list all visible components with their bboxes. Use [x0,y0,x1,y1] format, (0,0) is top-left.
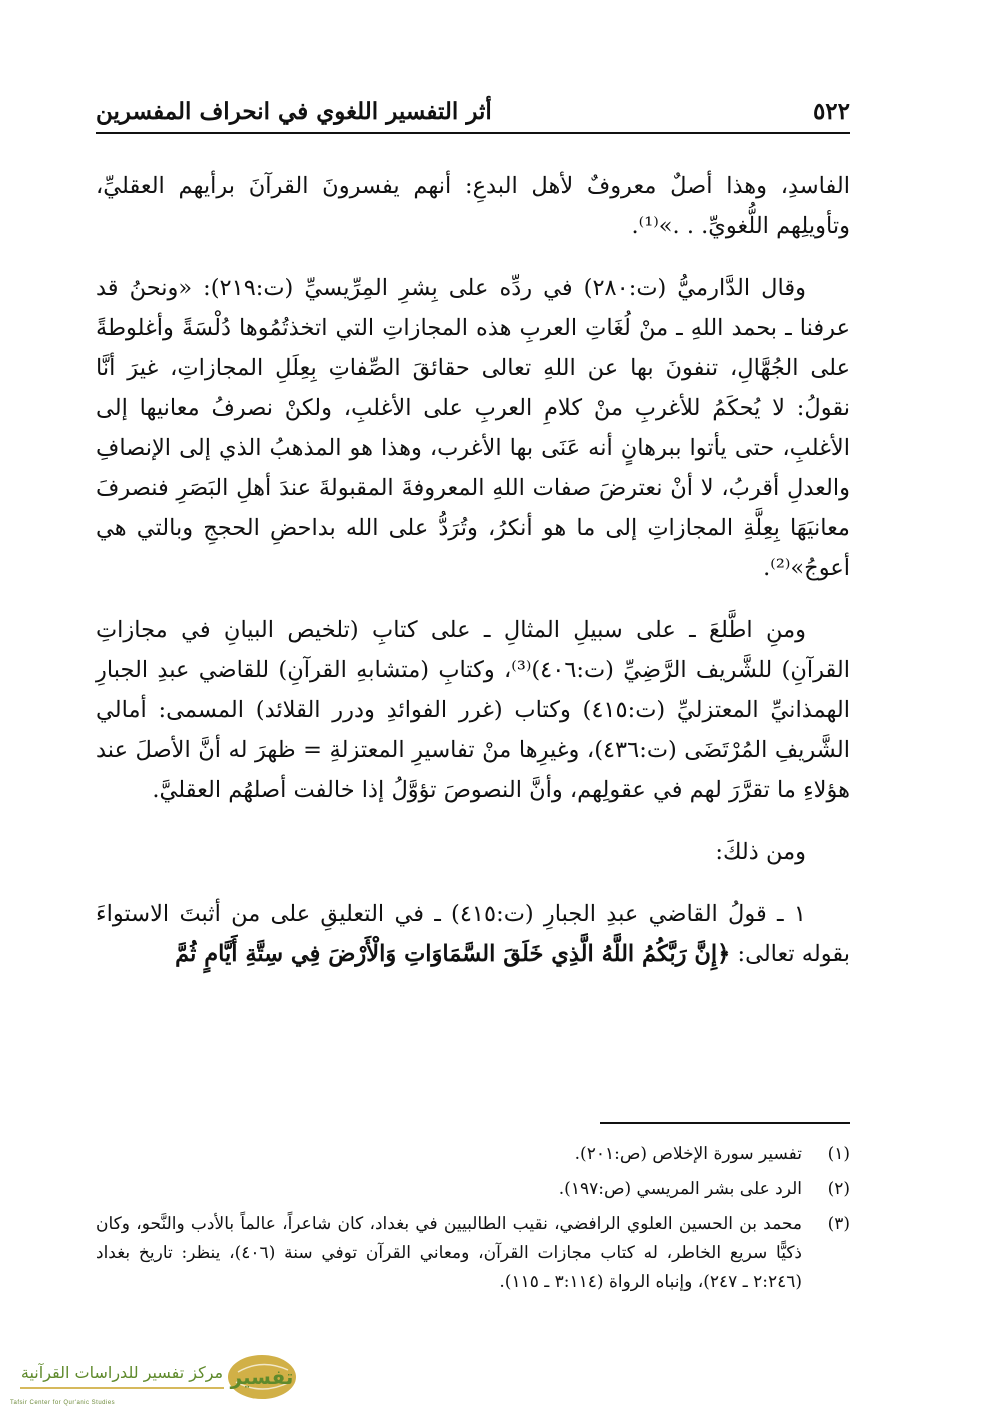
main-text [96,166,850,996]
logo-center-name: مركز تفسير للدراسات القرآنية [20,1363,224,1382]
footnote-number: (١) [827,1144,850,1164]
logo-graphic [10,1352,300,1402]
footnote-number: (٢) [827,1179,850,1199]
paragraph-2: وقال الدَّارميُّ (ت:٢٨٠) في ردِّه على بِشرِ المِرِّيسيِّ (ت:٢١٩): «ونحنُ قد عرفنا ـ بحمد اللهِ ـ منْ لُغَاتِ العربِ هذه المجازاتِ التي اتخذتُمُوها دُلْسَةً وأغلوطةً على الجُهَّالِ، تنفونَ بها عن اللهِ تعالى حقائقَ الصِّفاتِ بِعِلَلِ المجازاتِ، غيرَ أنَّا نقولُ: لا يُحكَمُ للأغربِ منْ كلامِ العربِ على الأغلبِ، ولكنْ نصرفُ معانيها إلى الأغلبِ، حتى يأتوا ببرهانٍ أنه عَنَى بها الأغرب، وهذا هو المذهبُ الذي إلى الإنصافِ والعدلِ أقربُ، لا أنْ نعترضَ صفات اللهِ المعروفةَ المقبولةَ عندَ أهلِ البَصَرِ فنصرفَ معانيَهَا بِعِلَّةِ المجازاتِ إلى ما هو أنكرُ، وتُرَدُّ على الله بداحضِ الحججِ وبالتي هي أعوجُ»⁽²⁾. [96,275,850,581]
footnote-3 [96,1210,850,1297]
footnote-rule [600,1122,850,1124]
logo-word: تفسير [230,1365,294,1389]
header-rule [96,132,850,134]
paragraph-4: ومن ذلكَ: [715,839,806,865]
page-number: ٥٢٢ [812,97,850,125]
quran-verse: ﴿إِنَّ رَبَّكُمُ اللَّهُ الَّذِي خَلَقَ السَّمَاوَاتِ وَالْأَرْضَ فِي سِتَّةِ أَيَّامٍ ثُمَّ [175,941,731,967]
logo-tagline: Tafsir Center for Qur'anic Studies [10,1400,116,1406]
footnote-number: (٣) [827,1214,850,1234]
footnote-text: الرد على بشر المريسي (ص:١٩٧). [558,1179,802,1199]
paragraph-5 [96,894,850,974]
footnote-text: محمد بن الحسين العلوي الرافضي، نقيب الطالبيين في بغداد، كان شاعراً، عالماً بالأدب والنَّحو، وكان ذكيًّا سريع الخاطر، له كتاب مجازات القرآن، ومعاني القرآن توفي سنة (٤٠٦)، ينظر: تاريخ بغداد (٢:٢٤٦ ـ ٢٤٧)، وإنباه الرواة (٣:١١٤ ـ ١١٥). [96,1214,802,1292]
footnote-2 [96,1175,850,1204]
paragraph-5-intro: ١ ـ قولُ القاضي عبدِ الجبارِ (ت:٤١٥) ـ في التعليقِ على من أثبتَ الاستواءَ بقوله تعالى: [96,901,850,967]
page-header [96,94,850,128]
footnote-text: تفسير سورة الإخلاص (ص:٢٠١). [574,1144,802,1164]
footnotes [96,1140,850,1303]
tafsir-center-logo [10,1352,300,1410]
footnote-1 [96,1140,850,1169]
paragraph-1: الفاسدِ، وهذا أصلٌ معروفٌ لأهل البدعِ: أنهم يفسرونَ القرآنَ برأيهم العقليِّ، وتأويلِهم اللُّغويِّ. . .»⁽¹⁾. [96,173,850,239]
running-title: أثر التفسير اللغوي في انحراف المفسرين [96,97,492,125]
paragraph-3: ومنِ اطَّلعَ ـ على سبيلِ المثالِ ـ على كتابِ (تلخيص البيانِ في مجازاتِ القرآنِ) للشَّريف الرَّضِيِّ (ت:٤٠٦)⁽³⁾، وكتابِ (متشابهِ القرآنِ) للقاضي عبدِ الجبارِ الهمذانيِّ المعتزليِّ (ت:٤١٥) وكتاب (غرر الفوائدِ ودرر القلائد) المسمى: أمالي الشَّريفِ المُرْتَضَى (ت:٤٣٦)، وغيرِها منْ تفاسيرِ المعتزلةِ = ظهرَ له أنَّ الأصلَ عند هؤلاءِ ما تقرَّرَ لهم في عقولِهم، وأنَّ النصوصَ تؤوَّلُ إذا خالفت أصلهُم العقليَّ. [96,617,850,803]
